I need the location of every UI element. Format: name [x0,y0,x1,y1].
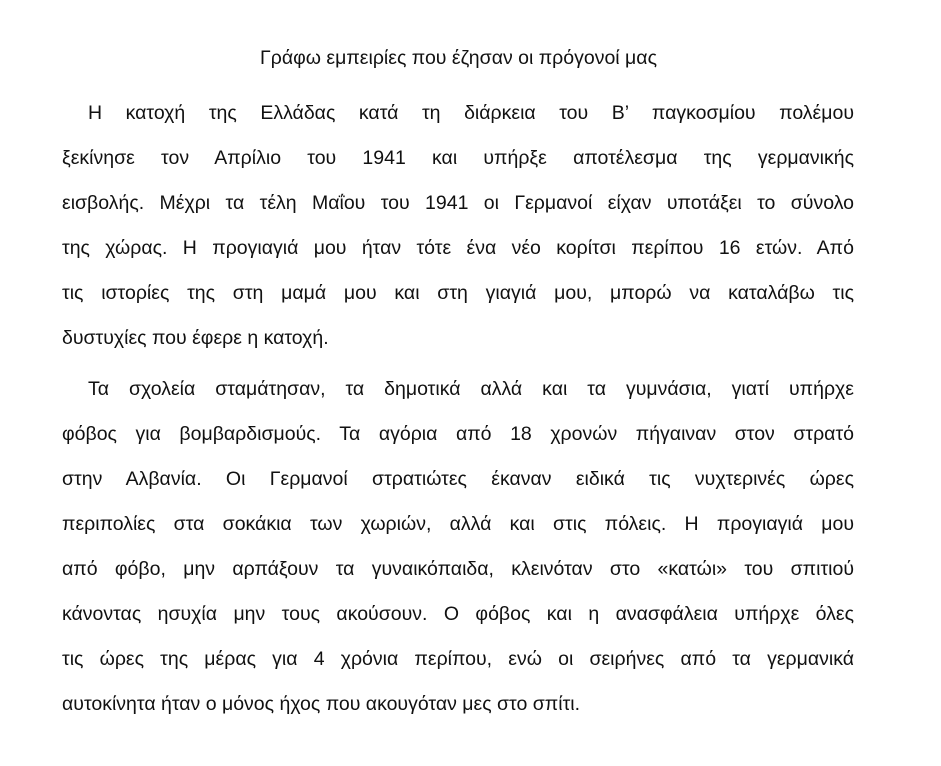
paragraph-line: φόβος για βομβαρδισμούς. Τα αγόρια από 18 χρονών πήγαιναν στον στρατό [62,423,854,445]
paragraph-2 [62,367,854,727]
paragraph-line: Η κατοχή της Ελλάδας κατά τη διάρκεια του Β’ παγκοσμίου πολέμου [88,102,854,124]
paragraph-line: εισβολής. Μέχρι τα τέλη Μαΐου του 1941 οι Γερμανοί είχαν υποτάξει το σύνολο [62,192,854,214]
paragraph-line: ξεκίνησε τον Απρίλιο του 1941 και υπήρξε αποτέλεσμα της γερμανικής [62,147,854,169]
paragraph-line: δυστυχίες που έφερε η κατοχή. [62,327,329,349]
paragraph-line: της χώρας. Η προγιαγιά μου ήταν τότε ένα νέο κορίτσι περίπου 16 ετών. Από [62,237,854,259]
paragraph-line: αυτοκίνητα ήταν ο μόνος ήχος που ακουγόταν μες στο σπίτι. [62,693,581,715]
paragraph-line: Τα σχολεία σταμάτησαν, τα δημοτικά αλλά και τα γυμνάσια, γιατί υπήρχε [88,378,854,400]
document-title: Γράφω εμπειρίες που έζησαν οι πρόγονοί μας [260,47,657,69]
paragraph-1 [62,91,854,361]
paragraph-line: τις ώρες της μέρας για 4 χρόνια περίπου, ενώ οι σειρήνες από τα γερμανικά [62,648,854,670]
paragraph-line: στην Αλβανία. Οι Γερμανοί στρατιώτες έκαναν ειδικά τις νυχτερινές ώρες [62,468,854,490]
paragraph-line: κάνοντας ησυχία μην τους ακούσουν. Ο φόβος και η ανασφάλεια υπήρχε όλες [62,603,854,625]
paragraph-line: τις ιστορίες της στη μαμά μου και στη γιαγιά μου, μπορώ να καταλάβω τις [62,282,854,304]
paragraph-line: από φόβο, μην αρπάξουν τα γυναικόπαιδα, κλεινόταν στο «κατώι» του σπιτιού [62,558,854,580]
paragraph-line: περιπολίες στα σοκάκια των χωριών, αλλά και στις πόλεις. Η προγιαγιά μου [62,513,854,535]
